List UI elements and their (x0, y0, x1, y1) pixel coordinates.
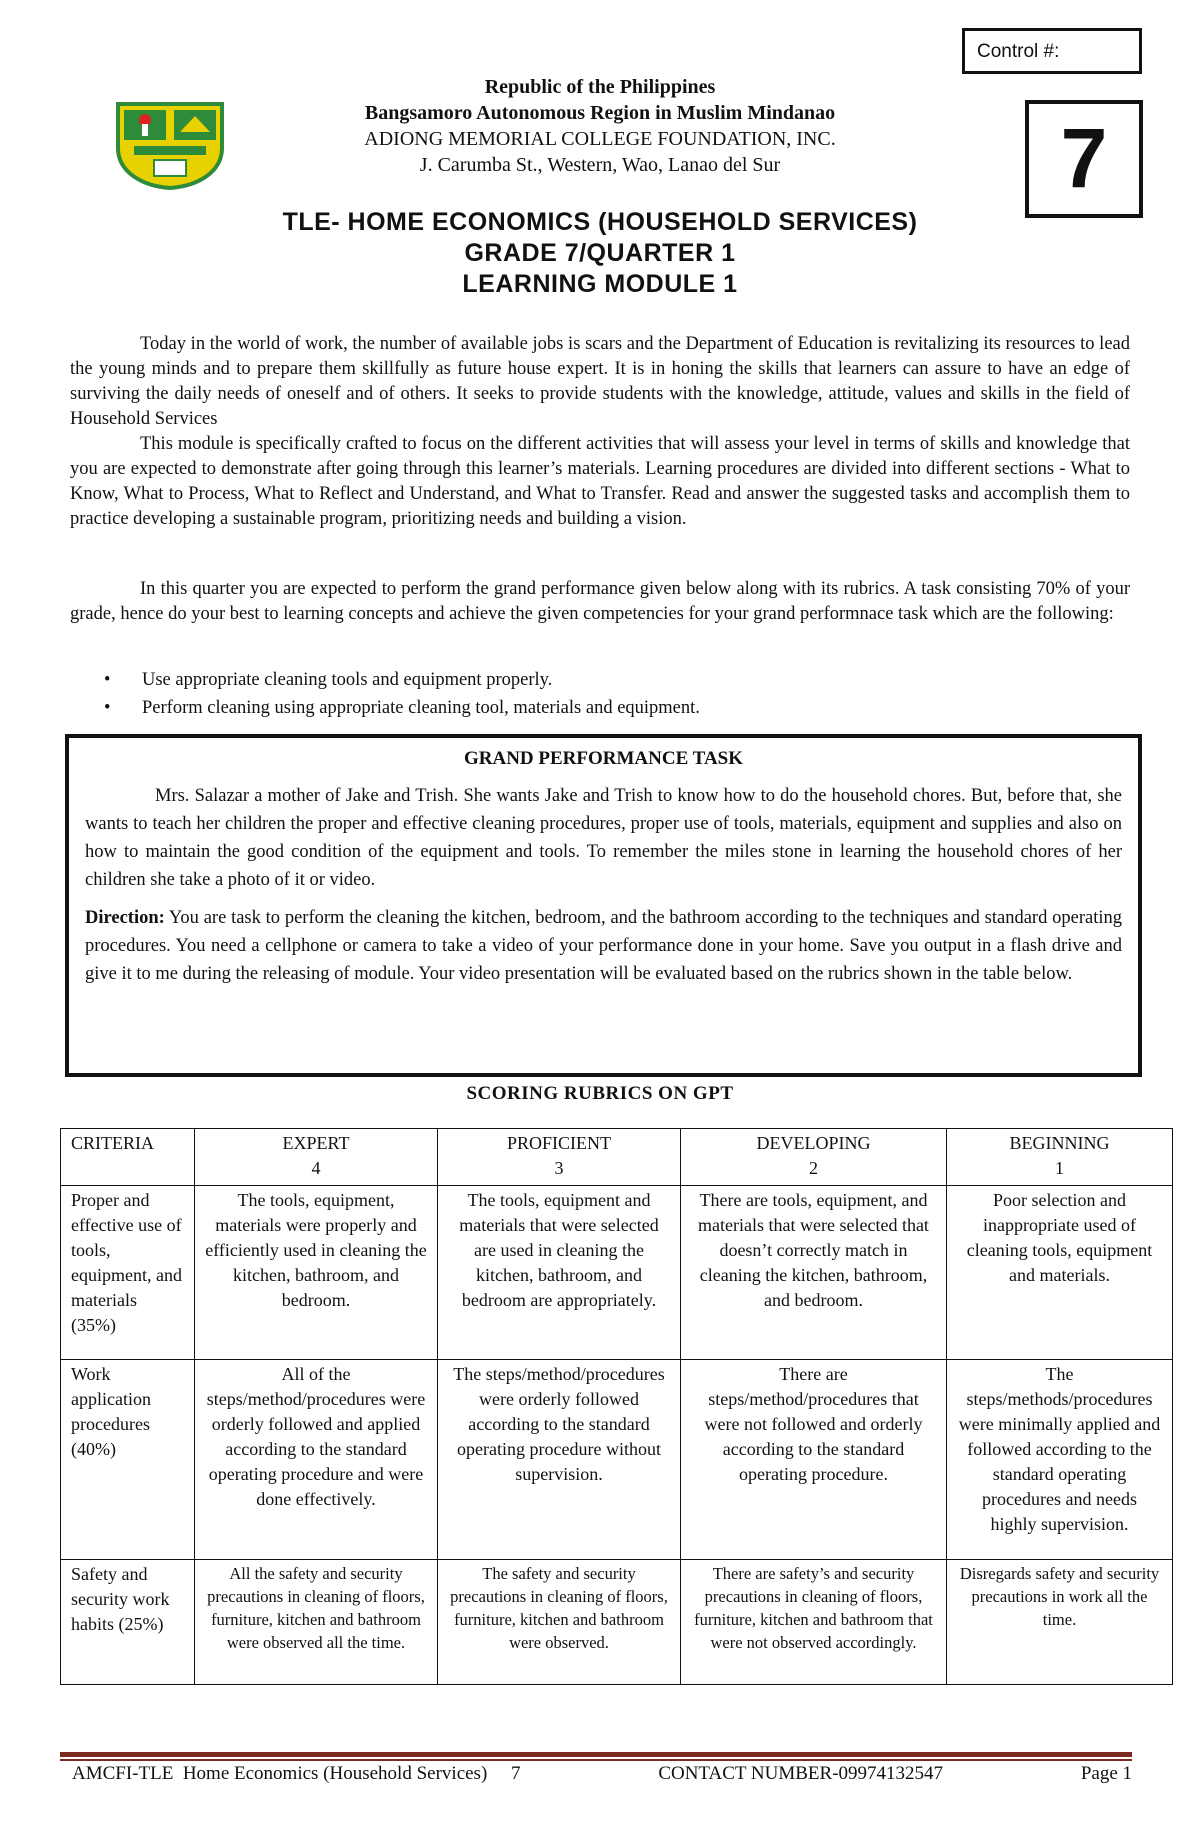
expert-cell: The tools, equipment, materials were properly and efficiently used in cleaning the kitchen, bathroom, and bedroom. (195, 1186, 438, 1360)
competency-list (70, 666, 1130, 722)
proficient-cell: The tools, equipment and materials that were selected are used in cleaning the kitchen, bathroom, and bedroom are appropriately. (438, 1186, 681, 1360)
task-title: GRAND PERFORMANCE TASK (463, 748, 744, 769)
bullet-icon: • (104, 670, 111, 690)
school-logo (114, 102, 226, 190)
header-address: J. Carumba St., Western, Wao, Lanao del Sur (419, 154, 781, 176)
proficient-cell: The safety and security precautions in cleaning of floors, furniture, kitchen and bathroom were observed. (438, 1560, 681, 1685)
title-subject: TLE- HOME ECONOMICS (HOUSEHOLD SERVICES) (282, 208, 918, 236)
direction-text: You are task to perform the cleaning the kitchen, bedroom, and the bathroom according to the techniques and standard operating procedures. You need a cellphone or camera to take a video of your performance done in your home. Save you output in a flash drive and give it to me during the releasing of module. Your video presentation will be evaluated based on the rubrics shown in the table below. (85, 908, 1122, 984)
school-header (250, 74, 950, 178)
developing-cell: There are steps/method/procedures that were not followed and orderly according to the standard operating procedure. (681, 1360, 947, 1560)
title-module: LEARNING MODULE 1 (462, 270, 738, 298)
competency-text: Perform cleaning using appropriate cleaning tool, materials and equipment. (142, 698, 700, 718)
page-footer (72, 1762, 1132, 1786)
control-number-label: Control #: (977, 41, 1060, 62)
table-row (61, 1186, 1173, 1360)
list-item (70, 694, 1130, 722)
competency-text: Use appropriate cleaning tools and equipment properly. (142, 670, 553, 690)
column-header-criteria: CRITERIA (61, 1129, 195, 1186)
scoring-rubric-table (60, 1128, 1173, 1685)
criteria-cell: Work application procedures (40%) (61, 1360, 195, 1560)
rubrics-title: SCORING RUBRICS ON GPT (466, 1083, 734, 1104)
intro-paragraph-1: Today in the world of work, the number of available jobs is scars and the Department of Education is revitalizing its resources to lead the young minds and to prepare them skillfully as future house expert. It is in honing the skills that learners can assure to have an edge of surviving the daily needs of oneself and of others. It seeks to provide students with the knowledge, attitude, values and skills in the field of Household Services (70, 334, 1130, 429)
expert-cell: All of the steps/method/procedures were orderly followed and applied according to the standard operating procedure and were done effectively. (195, 1360, 438, 1560)
table-header-row (61, 1129, 1173, 1186)
intro-paragraph-2: This module is specifically crafted to focus on the different activities that will assess your level in terms of skills and knowledge that you are expected to demonstrate after going through this learner’s materials. Learning procedures are divided into different sections - What to Know, What to Process, What to Reflect and Understand, and What to Transfer. Read and answer the suggested tasks and accomplish them to practice developing a sustainable program, prioritizing needs and building a vision. (70, 434, 1130, 529)
task-direction (85, 904, 1122, 988)
school-seal-icon (114, 102, 226, 190)
footer-page-number: Page 1 (1080, 1763, 1132, 1784)
control-number-box (962, 28, 1142, 74)
bullet-icon: • (104, 698, 111, 718)
list-item (70, 666, 1130, 694)
column-header-proficient: PROFICIENT 3 (438, 1129, 681, 1186)
criteria-cell: Safety and security work habits (25%) (61, 1560, 195, 1685)
title-grade-quarter: GRADE 7/QUARTER 1 (464, 239, 736, 267)
developing-cell: There are tools, equipment, and materials that were selected that doesn’t correctly match in cleaning the kitchen, bathroom, and bedroom. (681, 1186, 947, 1360)
criteria-cell: Proper and effective use of tools, equipment, and materials (35%) (61, 1186, 195, 1360)
grand-performance-task-box (65, 734, 1142, 1077)
column-header-developing: DEVELOPING 2 (681, 1129, 947, 1186)
beginning-cell: Poor selection and inappropriate used of cleaning tools, equipment and materials. (947, 1186, 1173, 1360)
developing-cell: There are safety’s and security precautions in cleaning of floors, furniture, kitchen and bathroom that were not observed accordingly. (681, 1560, 947, 1685)
column-header-beginning: BEGINNING 1 (947, 1129, 1173, 1186)
module-title (100, 207, 1100, 300)
proficient-cell: The steps/method/procedures were orderly followed according to the standard operating procedure without supervision. (438, 1360, 681, 1560)
table-row (61, 1360, 1173, 1560)
header-region: Bangsamoro Autonomous Region in Muslim Mindanao (364, 102, 836, 124)
footer-divider-thin (60, 1759, 1132, 1761)
task-scenario: Mrs. Salazar a mother of Jake and Trish. She wants Jake and Trish to know how to do the household chores. But, before that, she wants to teach her children the proper and effective cleaning procedures, proper use of tools, materials, equipment and supplies and also on how to maintain the good condition of the equipment and tools. To remember the miles stone in learning the household chores of her children she take a photo of it or video. (85, 786, 1122, 890)
intro-paragraph-3: In this quarter you are expected to perform the grand performance given below along with its rubrics. A task consisting 70% of your grade, hence do your best to learning concepts and achieve the given competencies for your grand performnace task which are the following: (70, 579, 1130, 624)
header-school-name: ADIONG MEMORIAL COLLEGE FOUNDATION, INC. (364, 128, 836, 150)
beginning-cell: Disregards safety and security precautions in work all the time. (947, 1560, 1173, 1685)
expert-cell: All the safety and security precautions in cleaning of floors, furniture, kitchen and bathroom were observed all the time. (195, 1560, 438, 1685)
footer-divider (60, 1752, 1132, 1757)
grade-badge: 7 (1025, 100, 1143, 218)
beginning-cell: The steps/methods/procedures were minimally applied and followed according to the standard operating procedures and needs highly supervision. (947, 1360, 1173, 1560)
header-republic: Republic of the Philippines (484, 76, 716, 98)
table-row (61, 1560, 1173, 1685)
footer-course: AMCFI-TLE Home Economics (Household Services) 7 (72, 1763, 521, 1784)
direction-label: Direction: (85, 908, 165, 928)
footer-contact: CONTACT NUMBER-09974132547 (658, 1763, 944, 1784)
column-header-expert: EXPERT 4 (195, 1129, 438, 1186)
